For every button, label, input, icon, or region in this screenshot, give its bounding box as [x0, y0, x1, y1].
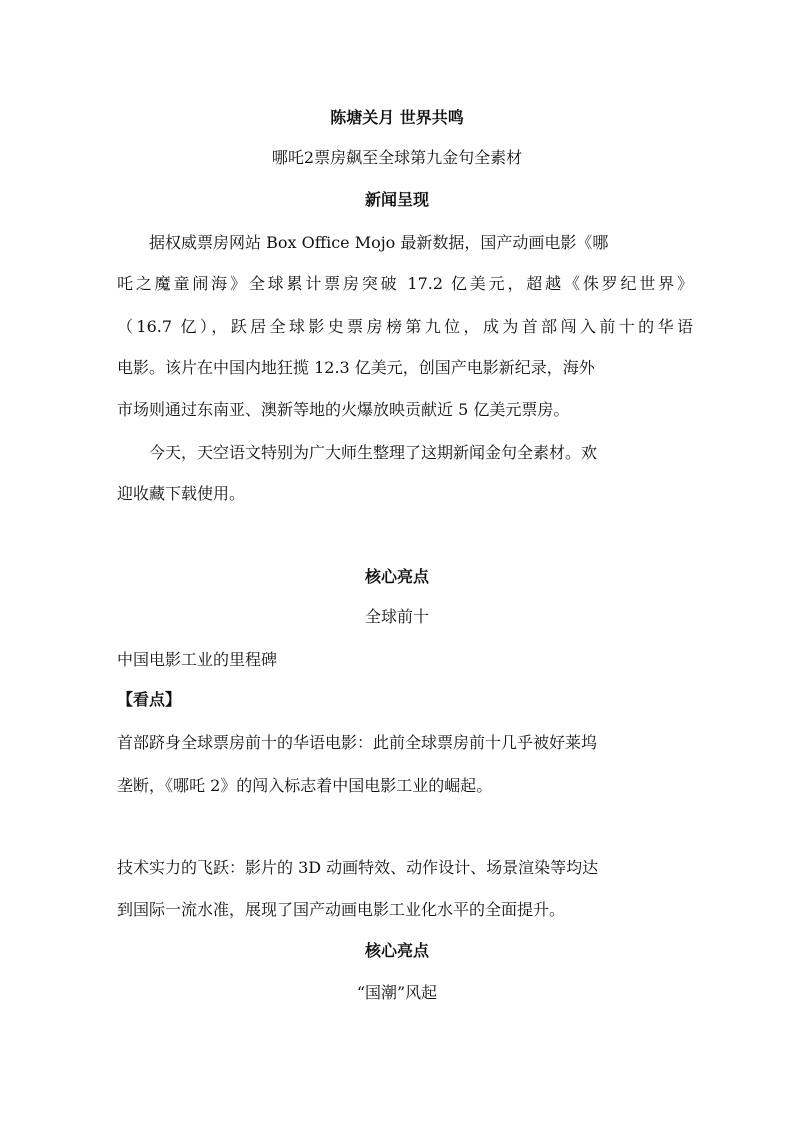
highlight-2-heading: 核心亮点 [364, 941, 429, 960]
section-heading-news: 新闻呈现 [364, 190, 429, 209]
news-paragraph-1-line-2: 吒之魔童闹海》全球累计票房突破 17.2 亿美元，超越《侏罗纪世界》 [117, 274, 693, 293]
news-paragraph-1-line-4: 电影。该片在中国内地狂揽 12.3 亿美元，创国产电影新纪录，海外 [117, 358, 595, 377]
news-paragraph-2-line-1: 今天，天空语文特别为广大师生整理了这期新闻金句全素材。欢 [149, 443, 598, 462]
highlight-1-subheading: 全球前十 [364, 607, 429, 626]
news-paragraph-1-line-3: （16.7 亿），跃居全球影史票房榜第九位，成为首部闯入前十的华语 [117, 317, 693, 336]
document-title: 陈塘关月 世界共鸣 [330, 108, 464, 127]
highlight-2-subheading: “国潮”风起 [356, 983, 438, 1002]
news-paragraph-1-line-5: 市场则通过东南亚、澳新等地的火爆放映贡献近 5 亿美元票房。 [117, 400, 570, 419]
highlight-1-tag: 【看点】 [117, 690, 182, 709]
news-paragraph-1-line-1: 据权威票房网站 Box Office Mojo 最新数据，国产动画电影《哪 [149, 233, 609, 252]
highlight-1-point-2-line-2: 到国际一流水准，展现了国产动画电影工业化水平的全面提升。 [117, 900, 566, 919]
highlight-1-heading: 核心亮点 [364, 567, 429, 586]
document-subtitle: 哪吒2票房飙至全球第九金句全素材 [271, 148, 523, 167]
highlight-1-point-1-line-1: 首部跻身全球票房前十的华语电影：此前全球票房前十几乎被好莱坞 [117, 733, 598, 752]
highlight-1-point-2-line-1: 技术实力的飞跃：影片的 3D 动画特效、动作设计、场景渲染等均达 [117, 858, 599, 877]
highlight-1-point-1-line-2: 垄断，《哪吒 2》的闯入标志着中国电影工业的崛起。 [117, 776, 493, 795]
news-paragraph-2-line-2: 迎收藏下载使用。 [117, 484, 246, 503]
highlight-1-line: 中国电影工业的里程碑 [117, 650, 278, 669]
